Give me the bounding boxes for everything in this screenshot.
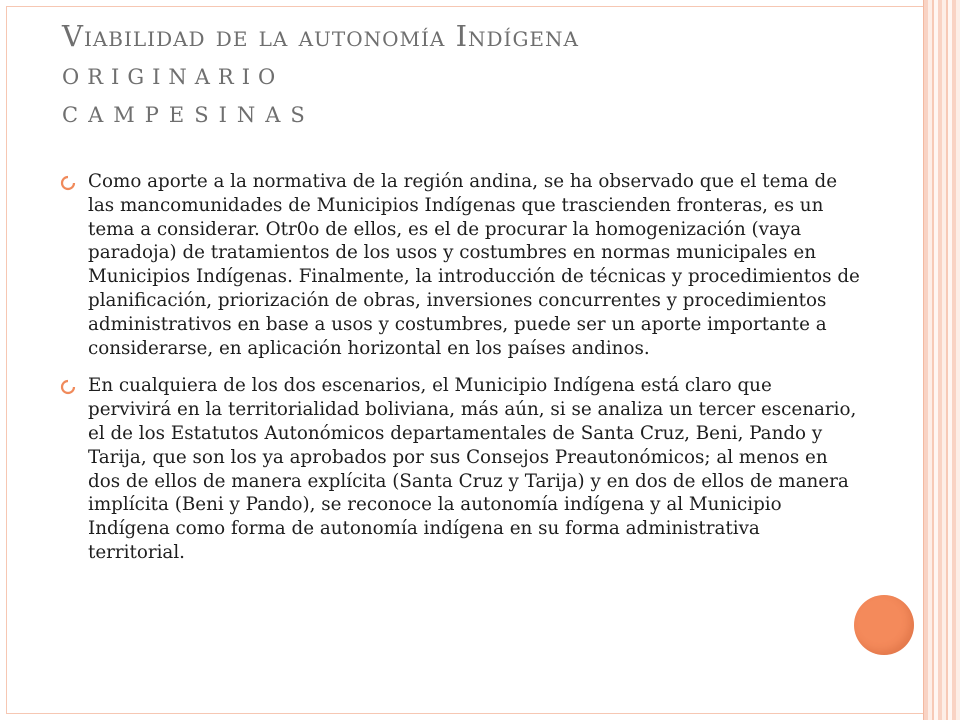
bullet-ring-icon (60, 379, 76, 395)
bullet-item-1 (60, 170, 860, 360)
title-line-1: Viabilidad de la autonomía Indígena (62, 19, 579, 53)
bullet-text: Como aporte a la normativa de la región andina, se ha observado que el tema de las mancomunidades de Municipios Indígenas que trascienden fronteras, es un tema a considerar. Otr0o de ellos, es el de procurar la homogenización (vaya paradoja) de tratamientos de los usos y costumbres en normas municipales en Municipios Indígenas. Finalmente, la introducción de técnicas y procedimientos de planificación, priorización de obras, inversiones concurrentes y procedimientos administrativos en base a usos y costumbres, puede ser un aporte importante a considerarse, en aplicación horizontal en los países andinos. (88, 171, 860, 359)
title-line-2: ORIGINARIO (62, 65, 284, 89)
slide-title (62, 14, 579, 134)
bullet-text: En cualquiera de los dos escenarios, el Municipio Indígena está claro que pervivirá en la territorialidad boliviana, más aún, si se analiza un tercer escenario, el de los Estatutos Autonómicos departamentales de Santa Cruz, Beni, Pando y Tarija, que son los ya aprobados por sus Consejos Preautonómicos; al menos en dos de ellos de manera explícita (Santa Cruz y Tarija) y en dos de ellos de manera implícita (Beni y Pando), se reconoce la autonomía indígena y al Municipio Indígena como forma de autonomía indígena en su forma administrativa territorial. (88, 375, 857, 563)
decorative-orange-circle (854, 595, 914, 655)
decorative-side-stripes (923, 0, 960, 720)
bullet-list (60, 170, 860, 579)
bullet-ring-icon (60, 175, 76, 191)
title-line-3: CAMPESINAS (62, 103, 315, 127)
bullet-item-2 (60, 374, 860, 564)
